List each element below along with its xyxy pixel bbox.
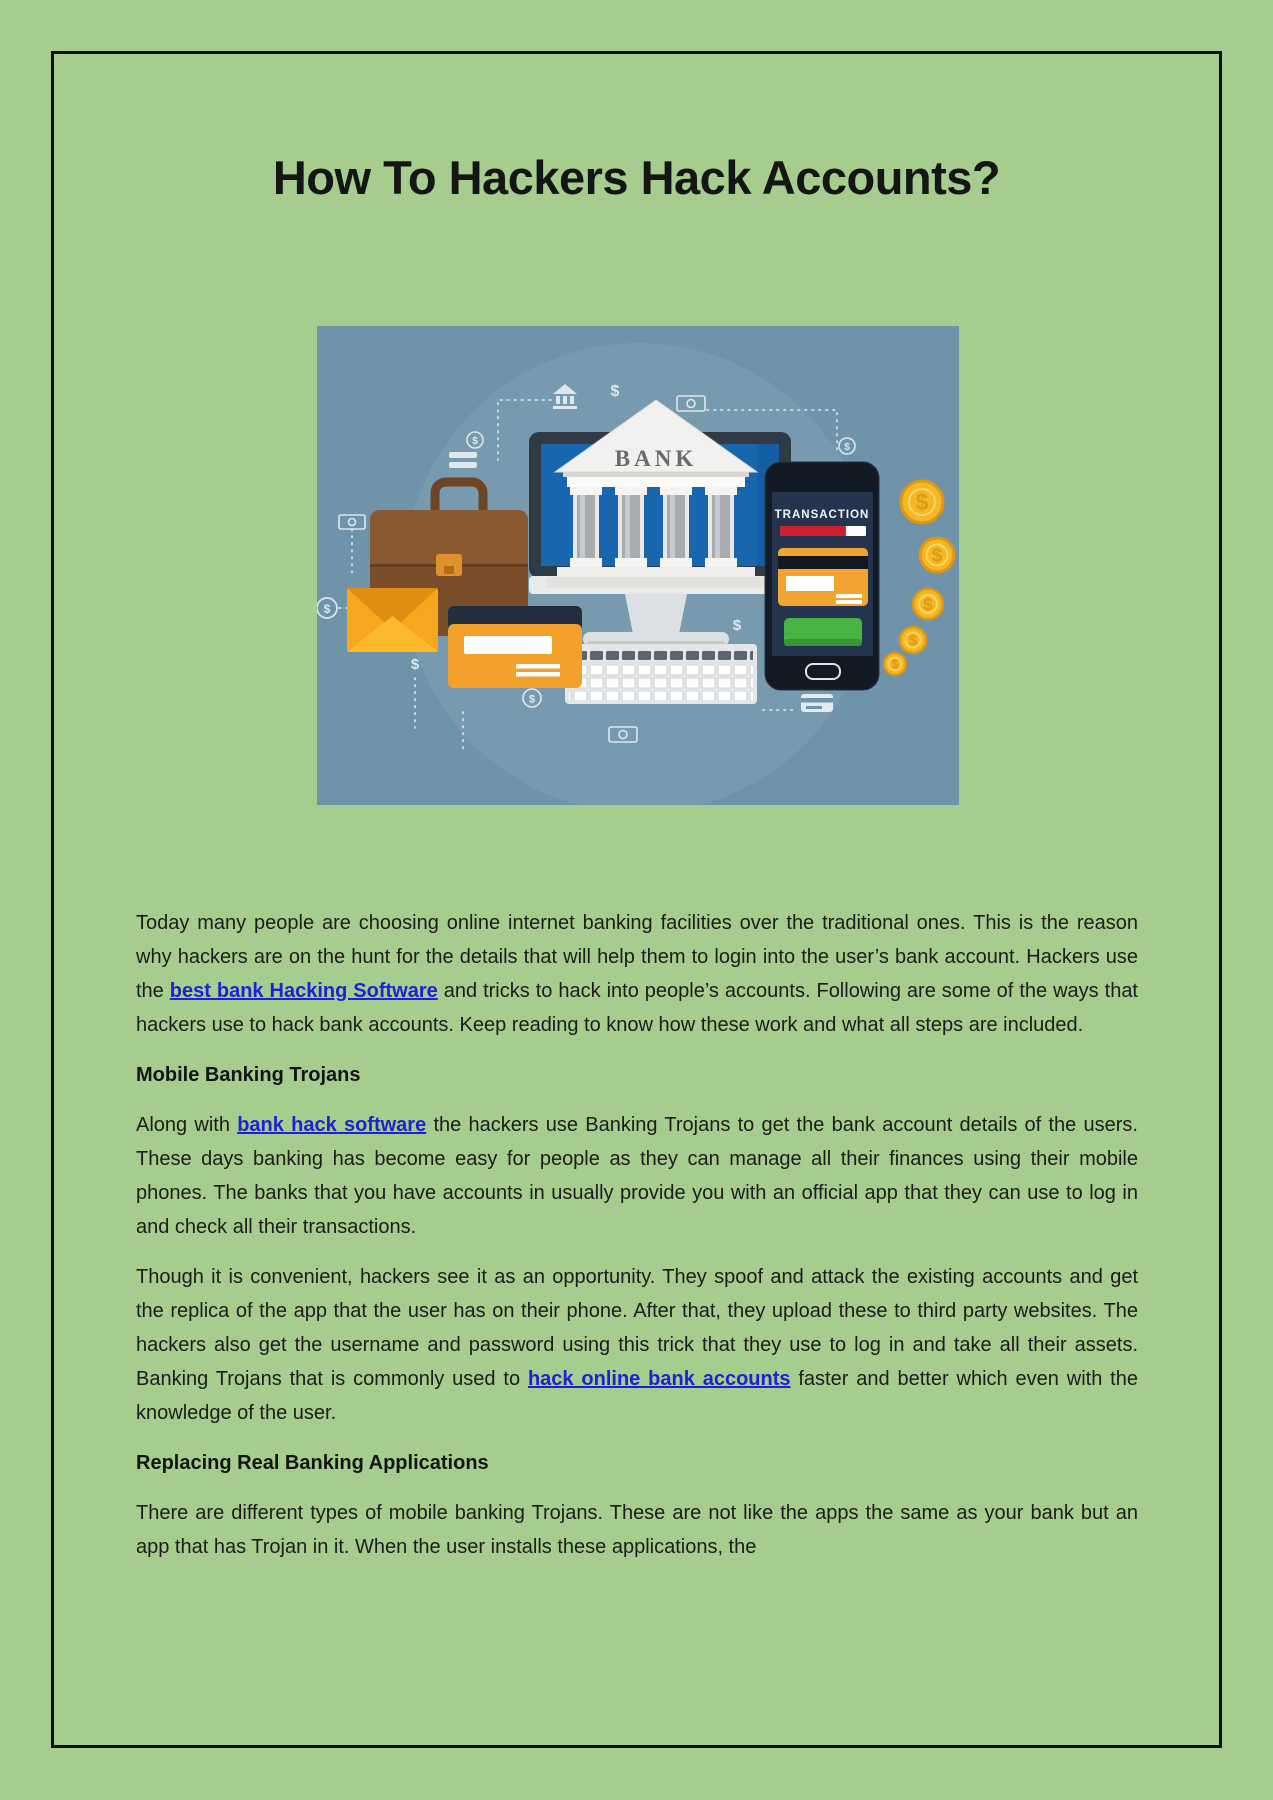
envelope — [347, 588, 438, 652]
dollar-glyph: $ — [610, 383, 620, 400]
svg-text:$: $ — [923, 595, 933, 614]
bank-sign: BANK — [614, 446, 698, 471]
coin — [920, 538, 954, 572]
svg-text:$: $ — [528, 693, 536, 706]
inline-link[interactable]: best bank Hacking Software — [169, 980, 438, 1002]
svg-text:$: $ — [844, 442, 850, 453]
svg-text:$: $ — [323, 602, 331, 616]
paragraph — [136, 906, 1138, 1042]
card-mini-icon — [801, 694, 833, 712]
illustration-canvas — [317, 326, 959, 805]
coin — [900, 627, 926, 653]
text-run: Though it is convenient, hackers see it as an opportunity. They spoof and attack the existing accounts and get the replica of the app that the user has on their phone. After that, they upload these to third party websites. The hackers also get the username and password using this trick that they use to log in and take all their assets. Banking Trojans that is commonly used to — [136, 1266, 1138, 1390]
svg-text:$: $ — [472, 436, 478, 447]
text-run: There are different types of mobile banking Trojans. These are not like the apps the same as your bank but an app that has Trojan in it. When the user installs these applications, the — [136, 1502, 1138, 1558]
keyboard — [565, 644, 757, 704]
text-run: the hackers use Banking Trojans to get the bank account details of the users. These days banking has become easy for people as they can manage all their finances using their mobile phones. The banks that you have accounts in usually provide you with an official app that they can use to log in and check all their transactions. — [136, 1114, 1138, 1238]
phone-transaction-label: TRANSACTION — [774, 509, 870, 521]
inline-link[interactable]: bank hack software — [237, 1114, 427, 1136]
dollar-glyph: $ — [732, 617, 742, 634]
svg-text:$: $ — [908, 632, 918, 649]
smartphone — [765, 462, 879, 690]
svg-text:$: $ — [915, 489, 929, 515]
dollar-glyph: $ — [410, 656, 420, 673]
article-body — [136, 906, 1138, 1564]
section-heading: Replacing Real Banking Applications — [136, 1452, 489, 1474]
svg-text:$: $ — [891, 656, 899, 672]
coin — [901, 481, 943, 523]
credit-cards — [448, 606, 582, 688]
text-run: Today many people are choosing online internet banking facilities over the traditional ones. This is the reason why hackers are on the hunt for the details that will help them to login into the user’s bank account. Hackers use the — [136, 912, 1138, 1002]
banking-hack-illustration — [317, 326, 959, 805]
paragraph — [136, 1108, 1138, 1244]
text-run: faster and better which even with the knowledge of the user. — [136, 1368, 1138, 1424]
svg-text:$: $ — [931, 545, 943, 567]
text-run: Along with — [136, 1114, 238, 1136]
paragraph — [136, 1260, 1138, 1430]
phone-card — [778, 548, 868, 606]
coin — [884, 653, 906, 675]
coin — [913, 589, 943, 619]
paragraph — [136, 1496, 1138, 1564]
page-title: How To Hackers Hack Accounts? — [272, 151, 1001, 204]
text-run: and tricks to hack into people’s accounts. Following are some of the ways that hackers use to hack bank accounts. Keep reading to know how these work and what all steps are included. — [136, 980, 1138, 1036]
phone-green-button — [784, 618, 862, 646]
inline-link[interactable]: hack online bank accounts — [527, 1368, 791, 1390]
progress-bar — [780, 526, 866, 536]
section-heading: Mobile Banking Trojans — [136, 1064, 361, 1086]
